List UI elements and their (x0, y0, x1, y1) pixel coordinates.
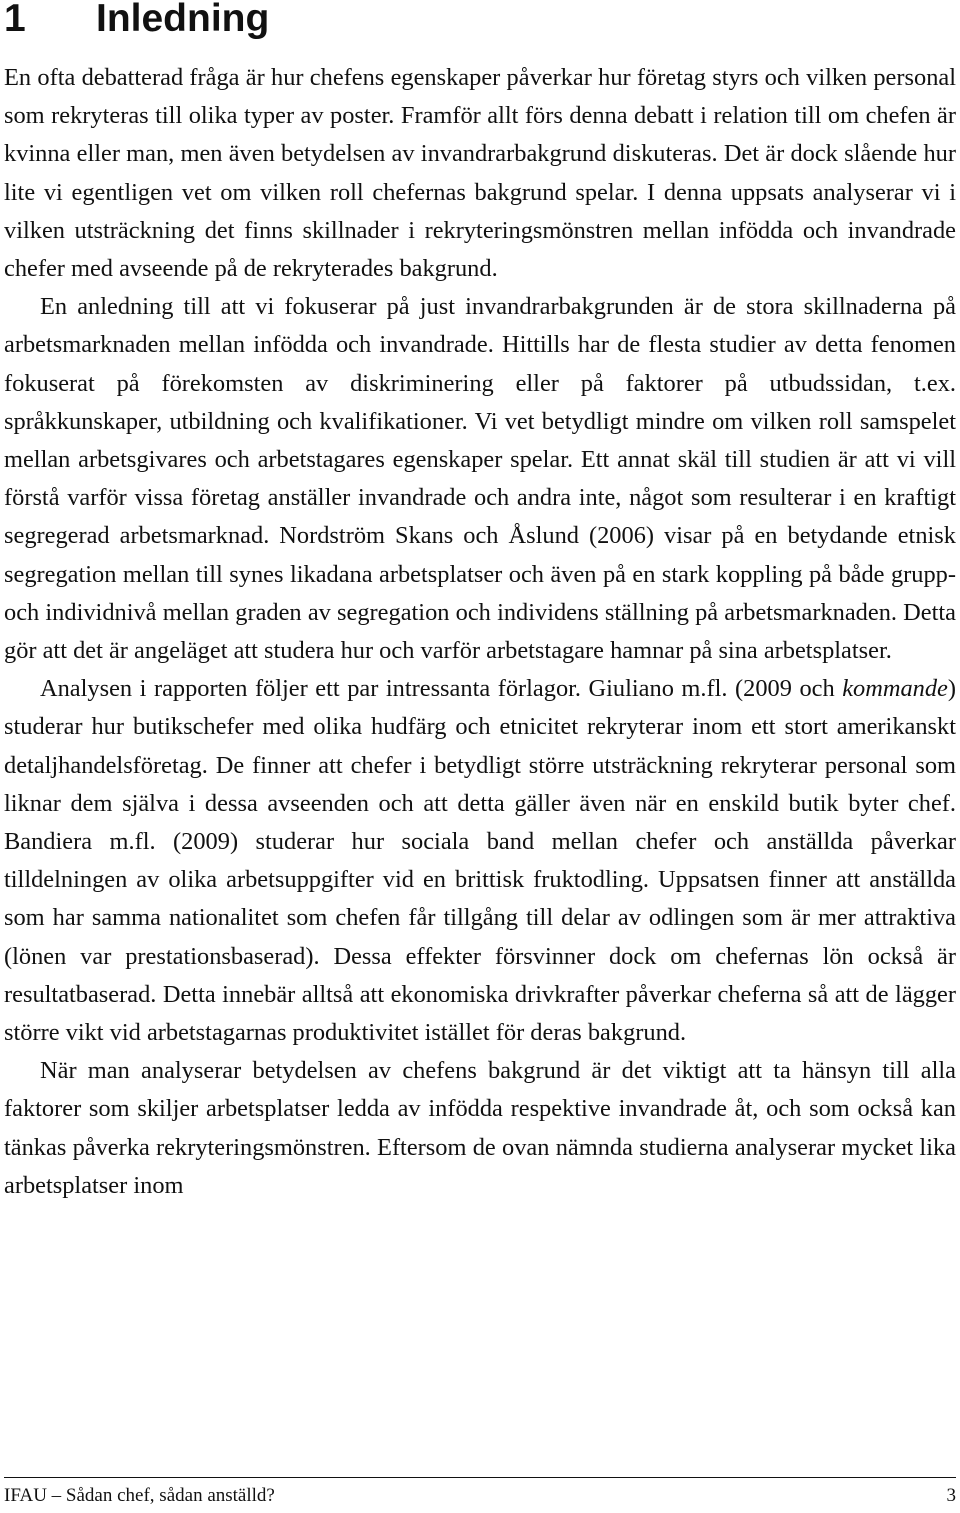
paragraph-4 (4, 1052, 956, 1205)
section-number: 1 (4, 0, 26, 40)
paragraph-3-text-end: ) studerar hur butikschefer med olika hudfärg och etnicitet rekryterar inom ett stort amerikanskt detaljhandelsföretag. De finner att chefer i betydligt större utsträckning rekryterar personal som liknar dem själva i dessa avseenden och att detta gäller även när en enskild butik byter chef. Bandiera m.fl. (2009) studerar hur sociala band mellan chefer och anställda påverkar tilldelningen av olika arbetsuppgifter vid en brittisk fruktodling. Uppsatsen finner att anställda som har samma nationalitet som chefen får tillgång till delar av odlingen som är mer attraktiva (lönen var prestationsbaserad). Dessa effekter försvinner dock om chefernas lön också är resultatbaserad. Detta innebär alltså att ekonomiska drivkrafter påverkar cheferna så att de lägger större vikt vid arbetstagarnas produktivitet istället för deras bakgrund. (4, 675, 956, 1047)
section-title: Inledning (96, 0, 270, 40)
footer-divider (4, 1477, 956, 1478)
footer-title: IFAU – Sådan chef, sådan anställd? (4, 1485, 275, 1506)
paragraph-3-italic: kommande (842, 675, 948, 703)
page-number: 3 (946, 1485, 956, 1506)
paragraph-3 (4, 670, 956, 1052)
paragraph-2 (4, 288, 956, 670)
paragraph-2-text: En anledning till att vi fokuserar på just invandrarbakgrunden är de stora skillnaderna på arbetsmarknaden mellan infödda och invandrade. Hittills har de flesta studier av detta fenomen fokuserat på förekomsten av diskriminering eller på faktorer på utbudssidan, t.ex. språkkunskaper, utbildning och kvalifikationer. Vi vet betydligt mindre om vilken roll samspelet mellan arbetsgivares och arbetstagares egenskaper spelar. Ett annat skäl till studien är att vi vill förstå varför vissa företag anställer invandrade och andra inte, något som resulterar i en kraftigt segregerad arbetsmarknad. Nordström Skans och Åslund (2006) visar på en betydande etnisk segregation mellan till synes likadana arbetsplatser och även på en stark koppling på både grupp- och individnivå mellan graden av segregation och individens ställning på arbetsmarknaden. Detta gör att det är angeläget att studera hur och varför arbetstagare hamnar på sina arbetsplatser. (4, 293, 956, 665)
paragraph-4-text: När man analyserar betydelsen av chefens bakgrund är det viktigt att ta hänsyn till alla faktorer som skiljer arbetsplatser ledda av infödda respektive invandrade åt, och som också kan tänkas påverka rekryteringsmönstren. Eftersom de ovan nämnda studierna analyserar mycket lika arbetsplatser inom (4, 1057, 956, 1199)
paragraph-1-text: En ofta debatterad fråga är hur chefens egenskaper påverkar hur företag styrs och vilken personal som rekryteras till olika typer av poster. Framför allt förs denna debatt i relation till om chefen är kvinna eller man, men även betydelsen av invandrarbakgrund diskuteras. Det är dock slående hur lite vi egentligen vet om vilken roll chefernas bakgrund spelar. I denna uppsats analyserar vi i vilken utsträckning det finns skillnader i rekryteringsmönstren mellan infödda och invandrade chefer med avseende på de rekryterades bakgrund. (4, 64, 956, 283)
paragraph-1 (4, 59, 956, 288)
section-heading (4, 0, 269, 44)
body-text (4, 59, 956, 1205)
page-footer (4, 1484, 956, 1508)
paragraph-3-text-start: Analysen i rapporten följer ett par intressanta förlagor. Giuliano m.fl. (2009 och (40, 675, 843, 703)
